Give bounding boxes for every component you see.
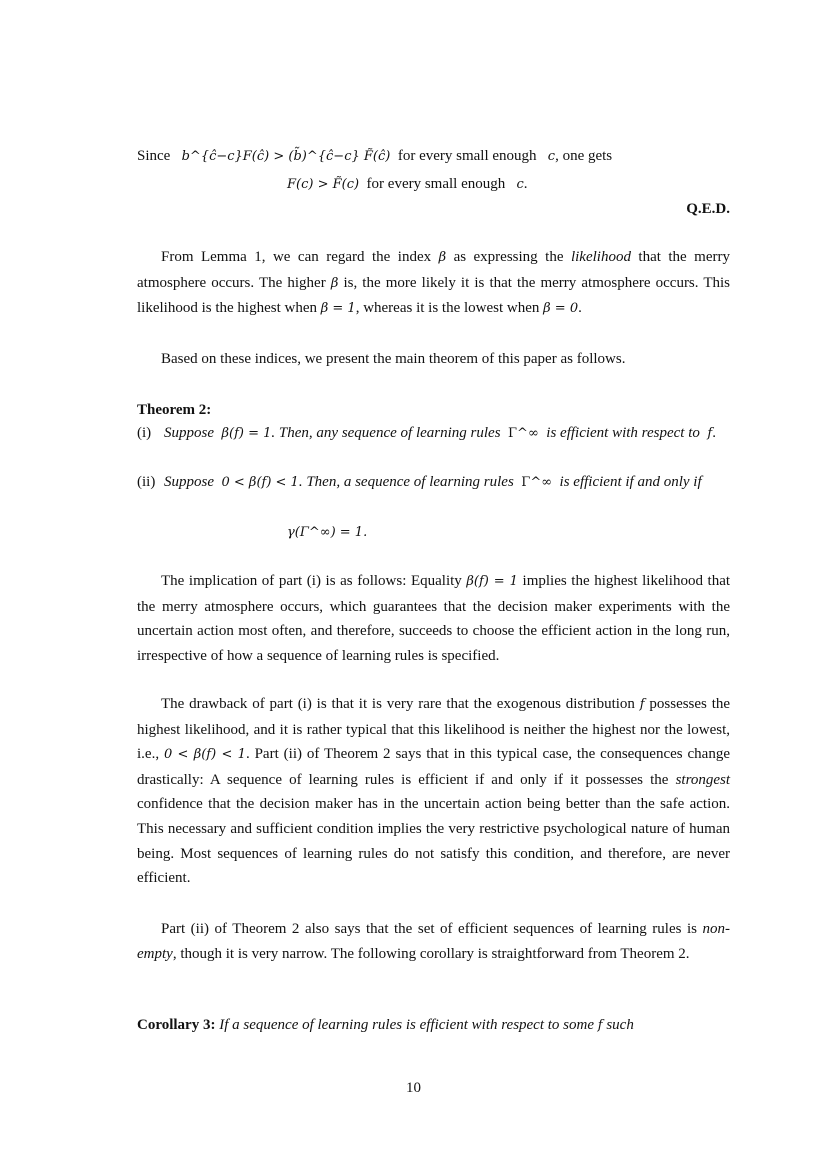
corollary-3-title: Corollary 3: — [137, 1017, 216, 1033]
p4-text-c: possesses the highest likelihood, and it is rather typical that this likelihood is neither the highest nor the lowest, i.e., — [137, 696, 731, 763]
part-ii-equation — [287, 520, 487, 546]
part-i-gamma-seq: Γ^∞ — [508, 426, 539, 441]
paragraph-implication-part-i — [137, 569, 730, 668]
p5-non-empty-emph: non-empty — [137, 921, 730, 962]
p1-beta-2: β — [330, 275, 339, 291]
p1-period: . — [578, 300, 582, 317]
part-i-period: . — [712, 425, 716, 441]
p4-text-a: The drawback of part (i) is that it is very rare that the exogenous distribution — [161, 696, 635, 712]
p5-text-c: , though it is very narrow. The following corollary is straightforward from Theorem 2. — [172, 945, 690, 962]
since-text-3: , one gets — [555, 148, 613, 164]
p3-text-a: The implication of part (i) is as follows: Equality — [161, 573, 462, 589]
part-i-text-c: . Then, any sequence of learning rules — [271, 425, 501, 441]
p1-text-c: as expressing the — [453, 249, 564, 265]
part-ii-suppose: Suppose — [164, 474, 214, 490]
part-ii-text-e: is efficient if and only if — [559, 474, 702, 490]
page-number: 10 — [406, 1080, 421, 1096]
paragraph-drawback — [137, 692, 730, 891]
part-i-label: (i) — [137, 425, 152, 441]
p4-beta-range: 0 < β(f) < 1 — [163, 747, 246, 763]
p1-beta-eq-0: β = 0 — [543, 301, 579, 317]
p1-text-g: is, the more likely it is that the merry atmosphere occurs. This likelihood is the highest when — [137, 274, 731, 317]
p4-text-g: confidence that the decision maker has in the uncertain action being better than the safe action. This necessary and sufficient condition implies the very restrictive psychological nature of human being. Most sequences of learning rules do not satisfy this condition, and therefore, are never efficient. — [137, 796, 730, 887]
theorem-2-part-ii — [137, 470, 730, 496]
since-line-2 — [287, 172, 730, 198]
part-ii-gamma-seq: Γ^∞ — [521, 475, 553, 490]
p4-f: f — [639, 697, 645, 712]
p1-beta-1: β — [438, 250, 447, 265]
p4-strongest-emph: strongest — [675, 771, 731, 788]
since-text-2: for every small enough — [397, 148, 537, 164]
since-line — [137, 144, 730, 170]
p3-beta-f-eq-1: β(f) = 1 — [466, 574, 518, 589]
paragraph-likelihood — [137, 245, 730, 322]
since-text-4: for every small enough — [366, 176, 506, 192]
inequality-2: F(c) > F̃(c) — [287, 177, 360, 192]
part-ii-text-c: . Then, a sequence of learning rules — [298, 474, 514, 490]
p1-text-i: , whereas it is the lowest when — [355, 300, 540, 317]
corollary-3-text-a: If a sequence of learning rules is efficient with respect to some — [219, 1017, 595, 1033]
gamma-equation: γ(Γ^∞) = 1. — [287, 525, 368, 540]
part-i-f: f — [707, 426, 713, 441]
part-ii-label: (ii) — [137, 474, 156, 490]
p1-text-a: From Lemma 1, we can regard the index — [161, 249, 432, 265]
since-word: Since — [137, 148, 171, 164]
part-i-text-e: is efficient with respect to — [546, 425, 700, 441]
p4-text-e: . Part (ii) of Theorem 2 says that in this typical case, the consequences change drastically: A sequence of learning rules is efficient if and only if it possesses the — [137, 746, 730, 788]
corollary-3-text-c: such — [606, 1017, 634, 1033]
paragraph-main-theorem-intro: Based on these indices, we present the main theorem of this paper as follows. — [161, 351, 626, 367]
part-i-condition: β(f) = 1 — [221, 426, 272, 441]
p1-beta-eq-1: β = 1 — [320, 301, 356, 317]
p1-text-e: that the merry atmosphere occurs. The higher — [137, 249, 730, 291]
p5-text-a: Part (ii) of Theorem 2 also says that the set of efficient sequences of learning rules is — [161, 921, 697, 937]
corollary-3 — [137, 1013, 730, 1039]
p3-text-c: implies the highest likelihood that the merry atmosphere occurs, which guarantees that the decision maker experiments with the uncertain action most often, and therefore, succeeds to choose the efficient action in the long run, irrespective of how a sequence of learning rules is specified. — [137, 573, 731, 664]
theorem-2-title: Theorem 2: — [137, 402, 212, 418]
theorem-2-part-i — [137, 421, 730, 447]
paragraph-non-empty — [137, 917, 730, 966]
inequality-1: b^{ĉ−c}F(ĉ) > (b̃)^{ĉ−c} F̃(ĉ) — [181, 149, 391, 164]
part-i-suppose: Suppose — [164, 425, 214, 441]
p1-likelihood-emph: likelihood — [570, 249, 631, 265]
qed-mark: Q.E.D. — [686, 201, 730, 217]
part-ii-condition: 0 < β(f) < 1 — [221, 475, 299, 490]
since-period: . — [523, 176, 528, 192]
var-c-2: c — [516, 177, 524, 192]
corollary-3-f: f — [597, 1018, 603, 1033]
var-c-1: c — [547, 149, 556, 164]
